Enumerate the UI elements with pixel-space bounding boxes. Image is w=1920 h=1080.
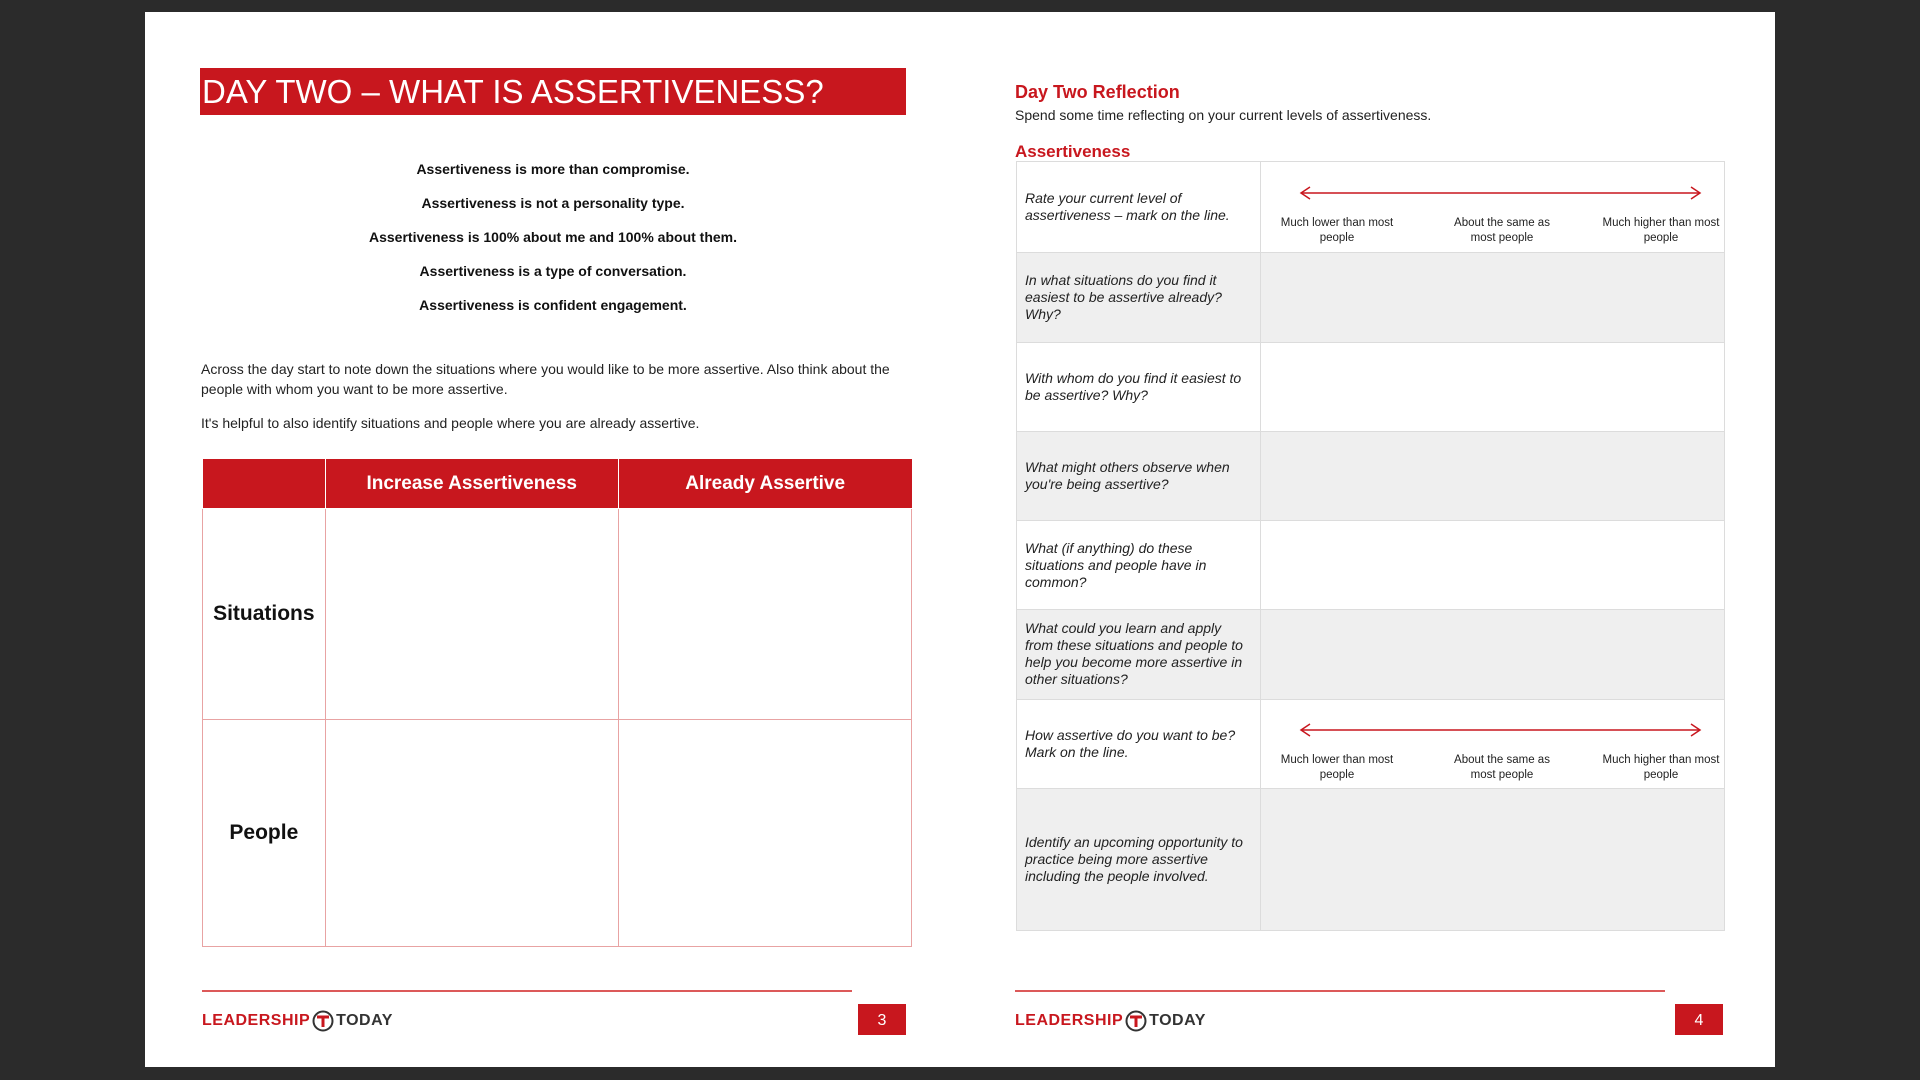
assertiveness-statements <box>200 160 906 330</box>
scale-label-higher: Much higher than most people <box>1602 753 1720 781</box>
answer-cell[interactable] <box>1261 342 1725 431</box>
scale-label-same: About the same as most people <box>1454 753 1550 781</box>
table-row <box>1017 431 1725 520</box>
section-title: Assertiveness <box>1015 142 1131 161</box>
statement: Assertiveness is more than compromise. <box>416 161 690 177</box>
table-header-empty <box>203 459 326 509</box>
answer-cell[interactable] <box>1261 788 1725 930</box>
statement: Assertiveness is 100% about me and 100% about them. <box>368 229 738 245</box>
table-row <box>1017 699 1725 788</box>
footer-divider <box>202 990 852 992</box>
rating-scale-desired[interactable] <box>1261 699 1725 788</box>
table-row <box>1017 253 1725 342</box>
double-arrow-icon[interactable] <box>1298 186 1703 200</box>
question-cell: Rate your current level of assertiveness – mark on the line. <box>1017 162 1261 253</box>
table-header-increase: Increase Assertiveness <box>325 459 618 509</box>
page-number: 4 <box>1675 1004 1723 1035</box>
instruction-paragraph-2: It's helpful to also identify situations and people where you are already assertive. <box>201 415 700 431</box>
rating-scale-current[interactable] <box>1261 162 1725 253</box>
reflection-table <box>1016 161 1725 931</box>
scale-label-higher: Much higher than most people <box>1602 217 1720 245</box>
page-number: 3 <box>858 1004 906 1035</box>
people-increase-cell[interactable] <box>325 720 618 947</box>
table-header-already: Already Assertive <box>618 459 911 509</box>
question-cell: What could you learn and apply from these situations and people to help you become more assertive in other situations? <box>1017 610 1261 699</box>
brand-mark-icon <box>1125 1010 1147 1032</box>
brand-text-leadership: LEADERSHIP <box>1015 1012 1124 1029</box>
statement: Assertiveness is confident engagement. <box>419 297 687 313</box>
brand-text-leadership: LEADERSHIP <box>202 1012 311 1029</box>
question-cell: How assertive do you want to be? Mark on the line. <box>1017 699 1261 788</box>
table-row <box>1017 162 1725 253</box>
situations-increase-cell[interactable] <box>325 509 618 720</box>
brand-text-today: TODAY <box>336 1012 393 1029</box>
question-cell: What might others observe when you're being assertive? <box>1017 431 1261 520</box>
brand-text-today: TODAY <box>1149 1012 1206 1029</box>
table-row <box>1017 610 1725 699</box>
question-cell: In what situations do you find it easiest to be assertive already? Why? <box>1017 253 1261 342</box>
answer-cell[interactable] <box>1261 431 1725 520</box>
double-arrow-icon[interactable] <box>1298 723 1703 737</box>
page-title: DAY TWO – WHAT IS ASSERTIVENESS? <box>200 68 906 115</box>
brand-logo <box>1015 1008 1206 1034</box>
statement: Assertiveness is a type of conversation. <box>419 263 687 279</box>
table-header-row <box>203 459 912 509</box>
reflection-subtitle: Spend some time reflecting on your current levels of assertiveness. <box>1015 107 1432 123</box>
assertiveness-tracking-table <box>202 459 912 947</box>
statement: Assertiveness is not a personality type. <box>421 195 685 211</box>
reflection-title: Day Two Reflection <box>1015 82 1180 102</box>
situations-already-cell[interactable] <box>618 509 911 720</box>
brand-mark-icon <box>312 1010 334 1032</box>
scale-label-same: About the same as most people <box>1454 217 1550 245</box>
answer-cell[interactable] <box>1261 521 1725 610</box>
table-row <box>1017 342 1725 431</box>
brand-logo <box>202 1008 393 1034</box>
answer-cell[interactable] <box>1261 253 1725 342</box>
question-cell: With whom do you find it easiest to be assertive? Why? <box>1017 342 1261 431</box>
table-row <box>203 509 912 720</box>
question-cell: Identify an upcoming opportunity to practice being more assertive including the people involved. <box>1017 788 1261 930</box>
instruction-paragraph: Across the day start to note down the situations where you would like to be more assertive. Also think about the people with whom you want to be more assertive. <box>201 361 890 397</box>
scale-label-lower: Much lower than most people <box>1280 217 1394 245</box>
table-row <box>1017 521 1725 610</box>
scale-label-lower: Much lower than most people <box>1280 753 1394 781</box>
question-cell: What (if anything) do these situations and people have in common? <box>1017 521 1261 610</box>
people-already-cell[interactable] <box>618 720 911 947</box>
row-label-situations: Situations <box>203 509 326 720</box>
table-row <box>1017 788 1725 930</box>
row-label-people: People <box>203 720 326 947</box>
table-row <box>203 720 912 947</box>
footer-divider <box>1015 990 1665 992</box>
document-spread <box>145 12 1775 1067</box>
answer-cell[interactable] <box>1261 610 1725 699</box>
